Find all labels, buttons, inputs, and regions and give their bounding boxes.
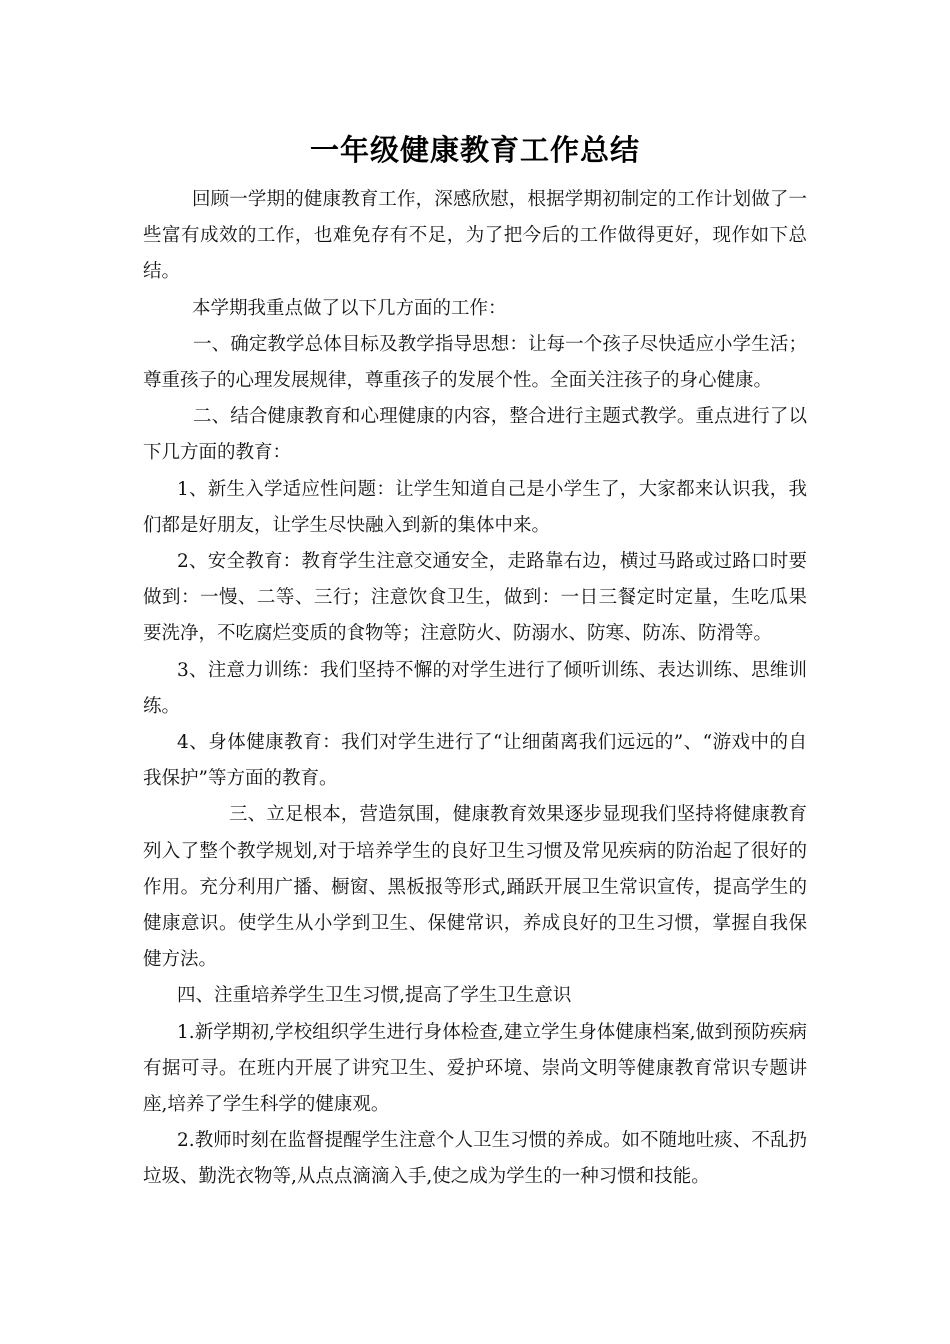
document-body bbox=[143, 182, 807, 1196]
paragraph-section-four: 四、注重培养学生卫生习惯,提高了学生卫生意识 bbox=[177, 985, 572, 1007]
paragraph-item-adaptation: 1、新生入学适应性问题：让学生知道自己是小学生了，大家都来认识我，我们都是好朋友，让学生尽快融入到新的集体中来。 bbox=[143, 478, 807, 536]
paragraph-section-one: 一、确定教学总体目标及教学指导思想：让每一个孩子尽快适应小学生活；尊重孩子的心理发展规律，尊重孩子的发展个性。全面关注孩子的身心健康。 bbox=[143, 333, 807, 392]
paragraph-section-three: 三、立足根本，营造氛围，健康教育效果逐步显现我们坚持将健康教育列入了整个教学规划,对于培养学生的良好卫生习惯及常见疾病的防治起了很好的作用。充分利用广播、橱窗、黑板报等形式,踊跃开展卫生常识宣传，提高学生的健康意识。使学生从小学到卫生、保健常识，养成良好的卫生习惯，掌握自我保健方法。 bbox=[143, 804, 807, 971]
paragraph-item-attention: 3、注意力训练：我们坚持不懈的对学生进行了倾听训练、表达训练、思维训练。 bbox=[143, 659, 807, 717]
paragraph-item-physical: 4、身体健康教育：我们对学生进行了“让细菌离我们远远的”、“游戏中的自我保护”等方面的教育。 bbox=[143, 732, 807, 790]
paragraph-item-safety: 2、安全教育：教育学生注意交通安全，走路靠右边，横过马路或过路口时要做到：一慢、二等、三行；注意饮食卫生，做到：一日三餐定时定量，生吃瓜果要洗净，不吃腐烂变质的食物等；注意防火、防溺水、防寒、防冻、防滑等。 bbox=[143, 551, 807, 645]
paragraph-item-checkup: 1.新学期初,学校组织学生进行身体检查,建立学生身体健康档案,做到预防疾病有据可寻。在班内开展了讲究卫生、爱护环境、崇尚文明等健康教育常识专题讲座,培养了学生科学的健康观。 bbox=[143, 1021, 807, 1116]
document-title: 一年级健康教育工作总结 bbox=[309, 133, 640, 167]
paragraph-item-habits: 2.教师时刻在监督提醒学生注意个人卫生习惯的养成。如不随地吐痰、不乱扔垃圾、勤洗衣物等,从点点滴滴入手,使之成为学生的一种习惯和技能。 bbox=[143, 1130, 807, 1188]
paragraph-section-two: 二、结合健康教育和心理健康的内容，整合进行主题式教学。重点进行了以下几方面的教育： bbox=[143, 406, 807, 464]
paragraph-intro: 回顾一学期的健康教育工作，深感欣慰，根据学期初制定的工作计划做了一些富有成效的工作，也难免存有不足，为了把今后的工作做得更好，现作如下总结。 bbox=[143, 189, 807, 283]
paragraph-overview: 本学期我重点做了以下几方面的工作： bbox=[192, 297, 507, 319]
